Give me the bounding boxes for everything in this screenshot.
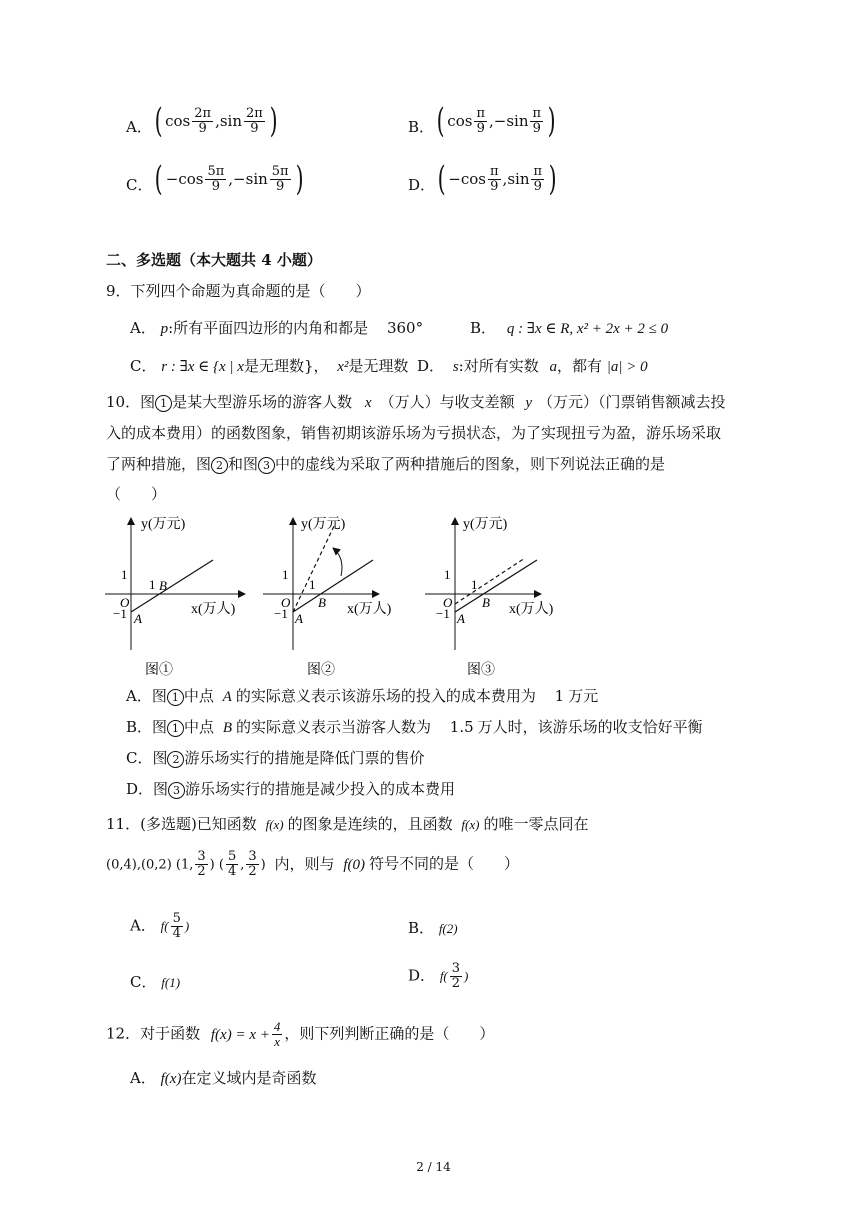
q10-line-1: 10．图 1 是某大型游乐场的游客人数 x （万人）与收支差额 y （万元）（门票销售额减去投 xyxy=(106,393,726,411)
paren-expr: ( cos $\frac{2\pi}{9}$ , sin $\frac{2\pi}{9}$ ) xyxy=(154,101,278,141)
math-expr: r : ∃x ∈ {x | x xyxy=(161,359,244,375)
x-axis-label: x(万人) xyxy=(509,602,554,617)
option-label: D． xyxy=(408,176,436,194)
q10-line-4: （ ） xyxy=(106,485,167,503)
q11-line-1: 11．(多选题)已知函数 f(x) 的图象是连续的，且函数 f(x) 的唯一零点同在 xyxy=(106,815,589,833)
option-label: C． xyxy=(130,357,157,375)
tick-label: −1 xyxy=(274,606,288,621)
q10-option-c[interactable]: C．图 2 游乐场实行的措施是降低门票的售价 xyxy=(126,749,425,767)
y-axis-label: y(万元) xyxy=(301,517,346,532)
math-expr: f(x) xyxy=(160,1071,182,1087)
option-label: B． xyxy=(470,319,497,337)
math-expr: q : ∃x ∈ R, x² + 2x + 2 ≤ 0 xyxy=(506,321,669,337)
math-var: a xyxy=(549,359,557,375)
q11-option-c[interactable]: C． f(1) xyxy=(130,973,181,991)
tick-label: 1 xyxy=(149,577,156,592)
circled-number: 2 xyxy=(211,457,228,474)
y-axis-label: y(万元) xyxy=(141,517,186,532)
tick-label: −1 xyxy=(113,606,127,621)
option-text: :对所有实数 xyxy=(458,357,539,375)
point-label: B xyxy=(482,595,490,610)
q10-option-a[interactable]: A．图 1 中点 A 的实际意义表示该游乐场的投入的成本费用为 1 万元 xyxy=(126,687,599,705)
q8-option-d[interactable] xyxy=(408,159,559,199)
q9-option-c[interactable] xyxy=(130,356,408,377)
section-title: 二、多选题（本大题共 4 小题） xyxy=(106,251,322,269)
q11-option-a[interactable]: A． f( $\frac{5}{4}$ ) xyxy=(130,911,190,941)
page-number: 2 / 14 xyxy=(416,1160,451,1174)
option-label: C． xyxy=(126,176,153,194)
circled-number: 3 xyxy=(168,782,185,799)
option-label: D． xyxy=(417,357,445,375)
option-label: A． xyxy=(130,1069,156,1087)
option-label: C． xyxy=(130,973,157,991)
q8-option-c[interactable] xyxy=(126,159,306,199)
point-label: A xyxy=(457,611,465,626)
option-text: 是无理数 xyxy=(348,357,409,375)
x-axis-label: x(万人) xyxy=(347,602,392,617)
paren-expr: ( cos $\frac{\pi}{9}$ ,− sin $\frac{\pi}{9}$ ) xyxy=(436,101,556,141)
circled-number: 3 xyxy=(258,457,275,474)
graph-1 xyxy=(105,516,245,678)
option-label: A． xyxy=(126,118,152,136)
q11-line-2: (0,4),(0,2) (1, $\frac{3}{2}$ ) ( $\frac{5}{4}$ , $\frac{3}{2}$ ) 内，则与 f(0) 符号不同的是（ ） xyxy=(106,849,519,879)
paren-expr: ( −cos $\frac{5\pi}{9}$ ,− sin $\frac{5\pi}{9}$ ) xyxy=(155,159,304,199)
option-text: :所有平面四边形的内角和都是 xyxy=(168,319,369,337)
circled-number: 1 xyxy=(155,395,172,412)
graph-caption: 图② xyxy=(307,663,335,678)
q10-graphs xyxy=(95,510,615,685)
tick-label: 1 xyxy=(282,567,289,582)
option-label: A． xyxy=(130,916,156,935)
tick-label: 1 xyxy=(471,577,478,592)
q11-option-b[interactable]: B． f(2) xyxy=(408,919,458,937)
option-label: B． xyxy=(408,919,435,937)
point-label: A xyxy=(134,611,142,626)
circled-number: 1 xyxy=(167,689,184,706)
q10-line-2: 入的成本费用）的函数图象，销售初期该游乐场为亏损状态，为了实现扭亏为盈，游乐场采取 xyxy=(106,424,722,442)
q9-option-b[interactable] xyxy=(470,318,668,339)
origin-label: O xyxy=(443,595,453,610)
tick-label: −1 xyxy=(436,606,450,621)
q9-option-a[interactable] xyxy=(130,318,423,339)
option-label: D． xyxy=(408,966,436,985)
origin-label: O xyxy=(281,595,291,610)
q10-option-b[interactable]: B．图 1 中点 B 的实际意义表示当游客人数为 1.5 万人时，该游乐场的收支恰好平衡 xyxy=(126,718,703,736)
math-value: 360° xyxy=(386,319,424,337)
option-text: 在定义域内是奇函数 xyxy=(181,1069,317,1087)
point-label: A xyxy=(295,611,303,626)
math-expr: x² xyxy=(337,359,349,375)
q12-option-a[interactable] xyxy=(130,1068,316,1089)
graph-caption: 图③ xyxy=(467,663,495,678)
rotation-arrow xyxy=(333,548,342,576)
q12-line-1: 12．对于函数 f(x) = x + $\frac{4}{x}$ ，则下列判断正确的是（ ） xyxy=(106,1019,495,1049)
option-label: A． xyxy=(130,319,156,337)
math-var: p xyxy=(160,321,169,337)
graph-3 xyxy=(425,516,554,678)
q9-stem: 9．下列四个命题为真命题的是（ ） xyxy=(106,282,371,300)
point-label: B xyxy=(318,595,326,610)
q10-line-3: 了两种措施，图 2 和图 3 中的虚线为采取了两种措施后的图象，则下列说法正确的是 xyxy=(106,455,666,473)
q8-option-b[interactable] xyxy=(408,101,558,141)
circled-number: 1 xyxy=(167,720,184,737)
origin-label: O xyxy=(120,595,130,610)
x-axis-label: x(万人) xyxy=(191,602,236,617)
q9-option-d[interactable] xyxy=(417,356,648,377)
function-line-dashed xyxy=(455,558,525,604)
tick-label: 1 xyxy=(309,577,316,592)
circled-number: 2 xyxy=(167,751,184,768)
tick-label: 1 xyxy=(444,567,451,582)
paren-expr: ( −cos $\frac{\pi}{9}$ , sin $\frac{\pi}{9}$ ) xyxy=(437,159,557,199)
graph-2 xyxy=(263,516,392,678)
option-text: 是无理数}， xyxy=(243,357,329,375)
q10-option-d[interactable]: D．图 3 游乐场实行的措施是减少投入的成本费用 xyxy=(126,780,456,798)
y-axis-label: y(万元) xyxy=(463,517,508,532)
tick-label: 1 xyxy=(121,567,128,582)
math-var: s xyxy=(452,359,459,375)
math-expr: |a| > 0 xyxy=(606,359,648,375)
graph-caption: 图① xyxy=(145,663,173,678)
option-label: B． xyxy=(408,118,435,136)
q8-option-a[interactable] xyxy=(126,101,280,141)
option-text: ，都有 xyxy=(557,357,603,375)
q11-option-d[interactable]: D． f( $\frac{3}{2}$ ) xyxy=(408,961,469,991)
point-label: B xyxy=(159,578,167,593)
